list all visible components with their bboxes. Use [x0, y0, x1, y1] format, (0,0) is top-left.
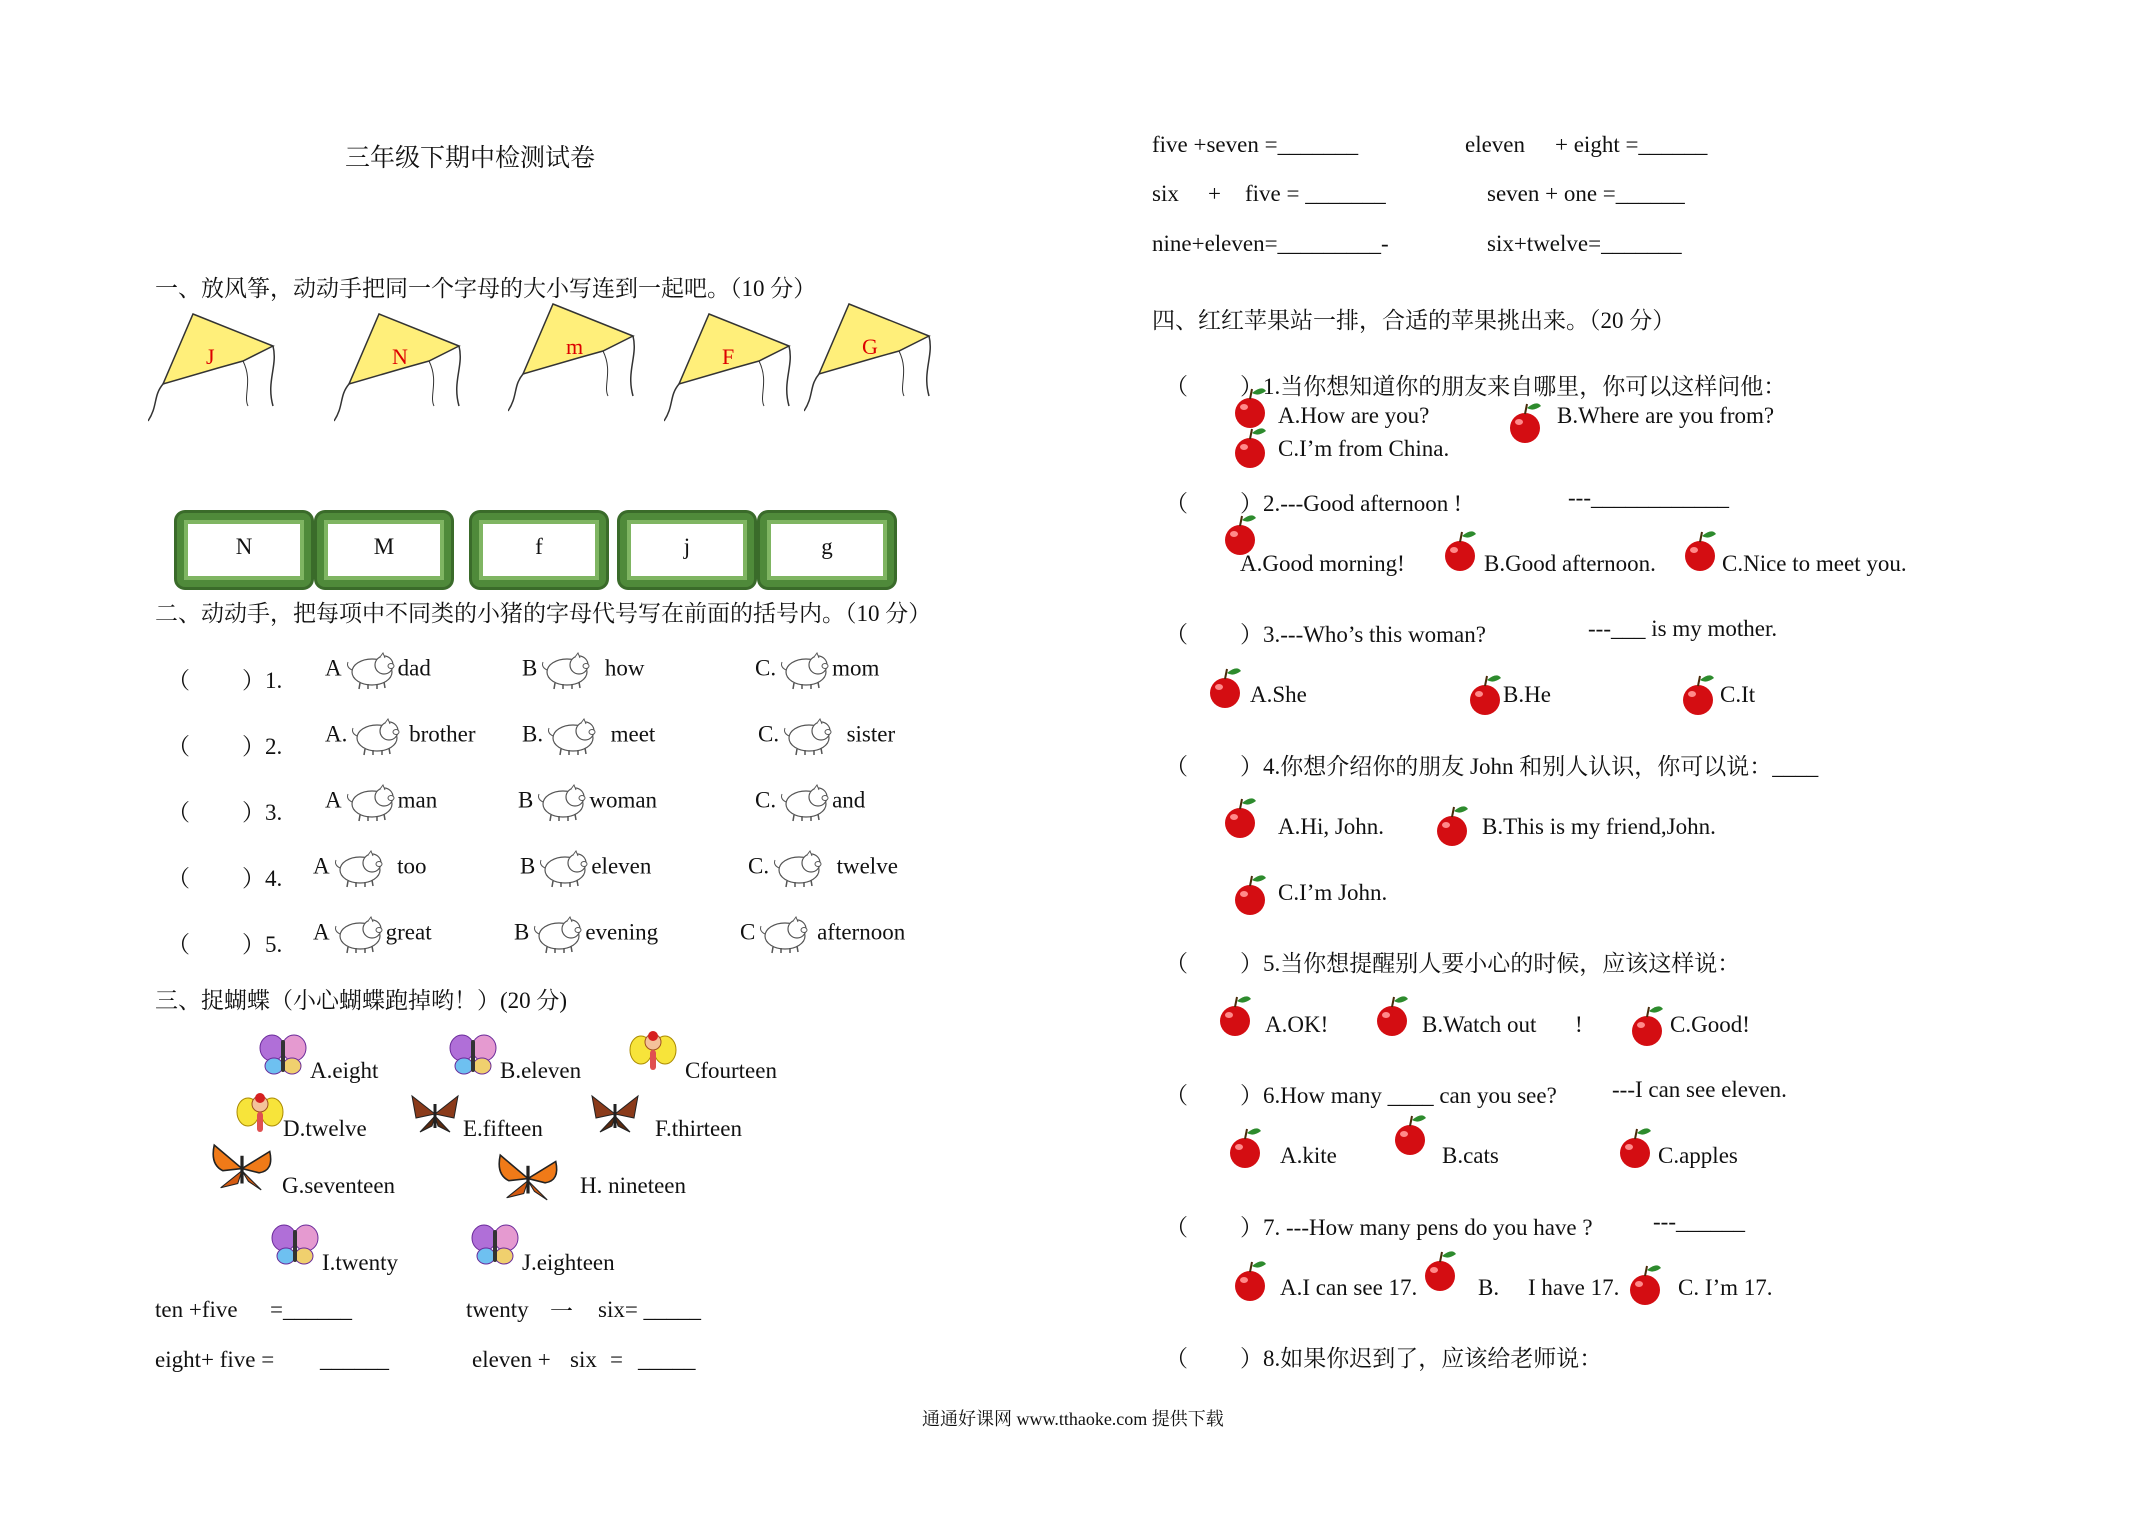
apple-icon: [1215, 993, 1255, 1039]
kite: [508, 296, 638, 416]
option-c: C.I’m John.: [1278, 880, 1388, 905]
answer-blank[interactable]: ______: [320, 1347, 389, 1372]
apple-icon: [1678, 672, 1718, 718]
option-c: C. I’m 17.: [1678, 1275, 1773, 1300]
equation-text: eleven: [1465, 132, 1526, 157]
answer-paren: （: [1165, 1083, 1188, 1108]
section-3-heading: 三、捉蝴蝶（小心蝴蝶跑掉哟！）(20 分): [155, 988, 568, 1013]
apple-icon: [1230, 1258, 1270, 1304]
letter-card: [317, 513, 451, 587]
letter-card: [177, 513, 311, 587]
option-b: B.This is my friend,John.: [1482, 814, 1716, 839]
kite-letter: F: [722, 344, 735, 369]
butterfly-icon: [590, 1092, 640, 1137]
apple-icon: [1220, 795, 1260, 841]
pig-icon: [535, 782, 587, 822]
option-c: C afternoon: [740, 914, 905, 954]
kite-letter: J: [206, 344, 215, 369]
question-text: ）1.当你想知道你的朋友来自哪里，你可以这样问他：: [1240, 374, 1787, 399]
equation-line: five +seven =_______: [1152, 132, 1359, 157]
pig-icon: [781, 716, 833, 756]
pig-icon: [344, 782, 396, 822]
pig-icon: [344, 650, 396, 690]
option-c: C.Good!: [1670, 1012, 1750, 1037]
option-a: A.Hi, John.: [1278, 814, 1385, 839]
option-c: C. twelve: [748, 848, 898, 888]
question-text: ）3.---Who’s this woman?: [1240, 622, 1486, 647]
question-text: ）7. ---How many pens do you have ?: [1240, 1215, 1593, 1240]
apple-icon: [1230, 425, 1270, 471]
option-b: B how: [522, 650, 644, 690]
kite-letter: G: [862, 334, 878, 359]
pig-icon: [332, 848, 384, 888]
kite: [334, 306, 464, 426]
butterfly-icon: [496, 1150, 560, 1205]
butterfly-icon: [410, 1092, 460, 1137]
option-b: B.He: [1503, 682, 1551, 707]
option-a: A. brother: [325, 716, 476, 756]
footer-credit: 通通好课网 www.tthaoke.com 提供下载: [922, 1409, 1224, 1429]
butterfly-icon: [210, 1140, 274, 1195]
pig-icon: [757, 914, 809, 954]
apple-icon: [1372, 993, 1412, 1039]
answer-blank[interactable]: ---I can see eleven.: [1612, 1077, 1787, 1102]
butterfly-icon: [258, 1032, 308, 1077]
equation-text: six: [1152, 181, 1179, 206]
question-number: ）3.: [242, 800, 283, 825]
option-c: C. mom: [755, 650, 879, 690]
question-text: ）6.How many ____ can you see?: [1240, 1083, 1557, 1108]
apple-icon: [1440, 528, 1480, 574]
pig-icon: [545, 716, 597, 756]
kite: [804, 296, 934, 416]
answer-paren: （: [1165, 374, 1188, 399]
butterfly-label: E.fifteen: [463, 1116, 543, 1141]
pig-icon: [539, 650, 591, 690]
option-a: A.OK!: [1265, 1012, 1329, 1037]
option-b: B.Watch out: [1422, 1012, 1537, 1037]
question-text: ）4.你想介绍你的朋友 John 和别人认识，你可以说：____: [1240, 754, 1819, 779]
equation-text: eleven +: [472, 1347, 551, 1372]
option-c: C.Nice to meet you.: [1722, 551, 1907, 576]
butterfly-icon: [270, 1222, 320, 1267]
question-number: ）4.: [242, 866, 283, 891]
option-b: B.Good afternoon.: [1484, 551, 1656, 576]
equals-sign: =: [610, 1347, 623, 1372]
option-b: B. meet: [522, 716, 655, 756]
kite-letter: N: [392, 344, 408, 369]
option-a: A dad: [325, 650, 431, 690]
butterfly-icon: [448, 1032, 498, 1077]
option-c: C.apples: [1658, 1143, 1738, 1168]
question-number: ）1.: [242, 668, 283, 693]
option-b: B woman: [518, 782, 657, 822]
apple-icon: [1615, 1125, 1655, 1171]
answer-paren: （: [1165, 951, 1188, 976]
option-a: A man: [325, 782, 437, 822]
butterfly-label: H. nineteen: [580, 1173, 687, 1198]
apple-icon: [1680, 528, 1720, 574]
option-b: B.cats: [1442, 1143, 1499, 1168]
section-2-heading: 二、动动手，把每项中不同类的小猪的字母代号写在前面的括号内。（10 分）: [155, 601, 932, 626]
equation-line: + eight =______: [1555, 132, 1708, 157]
apple-icon: [1390, 1112, 1430, 1158]
answer-blank[interactable]: ---____________: [1568, 485, 1729, 510]
option-b-text: I have 17.: [1528, 1275, 1620, 1300]
butterfly-label: D.twelve: [283, 1116, 367, 1141]
option-b-mark: !: [1575, 1012, 1583, 1037]
equation-text: six: [570, 1347, 597, 1372]
butterfly-label: Cfourteen: [685, 1058, 777, 1083]
apple-icon: [1420, 1248, 1460, 1294]
card-letter: M: [373, 534, 395, 559]
section-4-heading: 四、红红苹果站一排，合适的苹果挑出来。（20 分）: [1152, 308, 1676, 333]
card-letter: N: [235, 534, 253, 559]
question-number: ）2.: [242, 734, 283, 759]
butterfly-label: I.twenty: [322, 1250, 399, 1275]
answer-blank[interactable]: =______: [270, 1297, 352, 1322]
apple-icon: [1625, 1262, 1665, 1308]
butterfly-label: B.eleven: [500, 1058, 582, 1083]
option-b: B evening: [514, 914, 658, 954]
apple-icon: [1225, 1125, 1265, 1171]
option-a: A.How are you?: [1278, 403, 1430, 428]
answer-paren: （: [1165, 1215, 1188, 1240]
apple-icon: [1432, 803, 1472, 849]
apple-icon: [1230, 872, 1270, 918]
letter-card: [620, 513, 754, 587]
pig-icon: [771, 848, 823, 888]
question-text: ）5.当你想提醒别人要小心的时候，应该这样说：: [1240, 951, 1741, 976]
option-c: C.I’m from China.: [1278, 436, 1450, 461]
option-b: B eleven: [520, 848, 651, 888]
document-title: 三年级下期中检测试卷: [345, 145, 596, 172]
answer-blank[interactable]: six= _____: [598, 1297, 702, 1322]
option-a: A.I can see 17.: [1280, 1275, 1418, 1300]
answer-blank[interactable]: _____: [638, 1347, 696, 1372]
equation-line: nine+eleven=_________-: [1152, 231, 1389, 256]
card-letter: j: [683, 534, 691, 559]
kite-letter: m: [566, 334, 584, 359]
butterfly-label: G.seventeen: [282, 1173, 396, 1198]
pig-icon: [537, 848, 589, 888]
kite: [664, 306, 794, 426]
question-text: ）2.---Good afternoon !: [1240, 491, 1462, 516]
option-c: C. and: [755, 782, 865, 822]
letter-card: [760, 513, 894, 587]
butterfly-label: A.eight: [310, 1058, 379, 1083]
option-a: A.She: [1250, 682, 1307, 707]
option-c: C.It: [1720, 682, 1756, 707]
equation-text: eight+ five =: [155, 1347, 275, 1372]
equation-line: five = _______: [1245, 181, 1386, 206]
apple-icon: [1627, 1003, 1667, 1049]
answer-paren: （: [1165, 622, 1188, 647]
minus-sign: 一: [550, 1299, 573, 1324]
option-a: A.Good morning!: [1240, 551, 1405, 576]
apple-icon: [1505, 400, 1545, 446]
butterfly-icon: [235, 1092, 285, 1137]
answer-blank[interactable]: ---______: [1653, 1209, 1745, 1234]
answer-paren: （: [167, 800, 190, 825]
answer-blank[interactable]: ---___ is my mother.: [1588, 616, 1778, 641]
question-text: ）8.如果你迟到了，应该给老师说：: [1240, 1346, 1603, 1371]
equation-line: seven + one =______: [1487, 181, 1685, 206]
equation-text: twenty: [466, 1297, 529, 1322]
pig-icon: [531, 914, 583, 954]
question-number: ）5.: [242, 932, 283, 957]
answer-paren: （: [167, 932, 190, 957]
card-letter: g: [821, 534, 833, 559]
letter-card: [472, 513, 606, 587]
pig-icon: [332, 914, 384, 954]
butterfly-label: F.thirteen: [655, 1116, 742, 1141]
option-c: C. sister: [758, 716, 895, 756]
answer-paren: （: [1165, 491, 1188, 516]
option-a: A.kite: [1280, 1143, 1337, 1168]
butterfly-icon: [470, 1222, 520, 1267]
answer-paren: （: [1165, 1346, 1188, 1371]
answer-paren: （: [1165, 754, 1188, 779]
pig-icon: [778, 782, 830, 822]
apple-icon: [1465, 672, 1505, 718]
equation-line: six+twelve=_______: [1487, 231, 1682, 256]
equation-text: ten +five: [155, 1297, 238, 1322]
apple-icon: [1205, 665, 1245, 711]
kite: [148, 306, 278, 426]
option-a: A great: [313, 914, 432, 954]
option-b: B.Where are you from?: [1557, 403, 1775, 428]
answer-paren: （: [167, 734, 190, 759]
answer-paren: （: [167, 866, 190, 891]
answer-paren: （: [167, 668, 190, 693]
pig-icon: [778, 650, 830, 690]
plus-sign: +: [1208, 181, 1221, 206]
pig-icon: [349, 716, 401, 756]
option-a: A too: [313, 848, 427, 888]
butterfly-icon: [628, 1030, 678, 1075]
card-letter: f: [535, 534, 543, 559]
butterfly-label: J.eighteen: [522, 1250, 615, 1275]
section-1-heading: 一、放风筝，动动手把同一个字母的大小写连到一起吧。（10 分）: [155, 276, 817, 301]
option-b: B.: [1478, 1275, 1500, 1300]
